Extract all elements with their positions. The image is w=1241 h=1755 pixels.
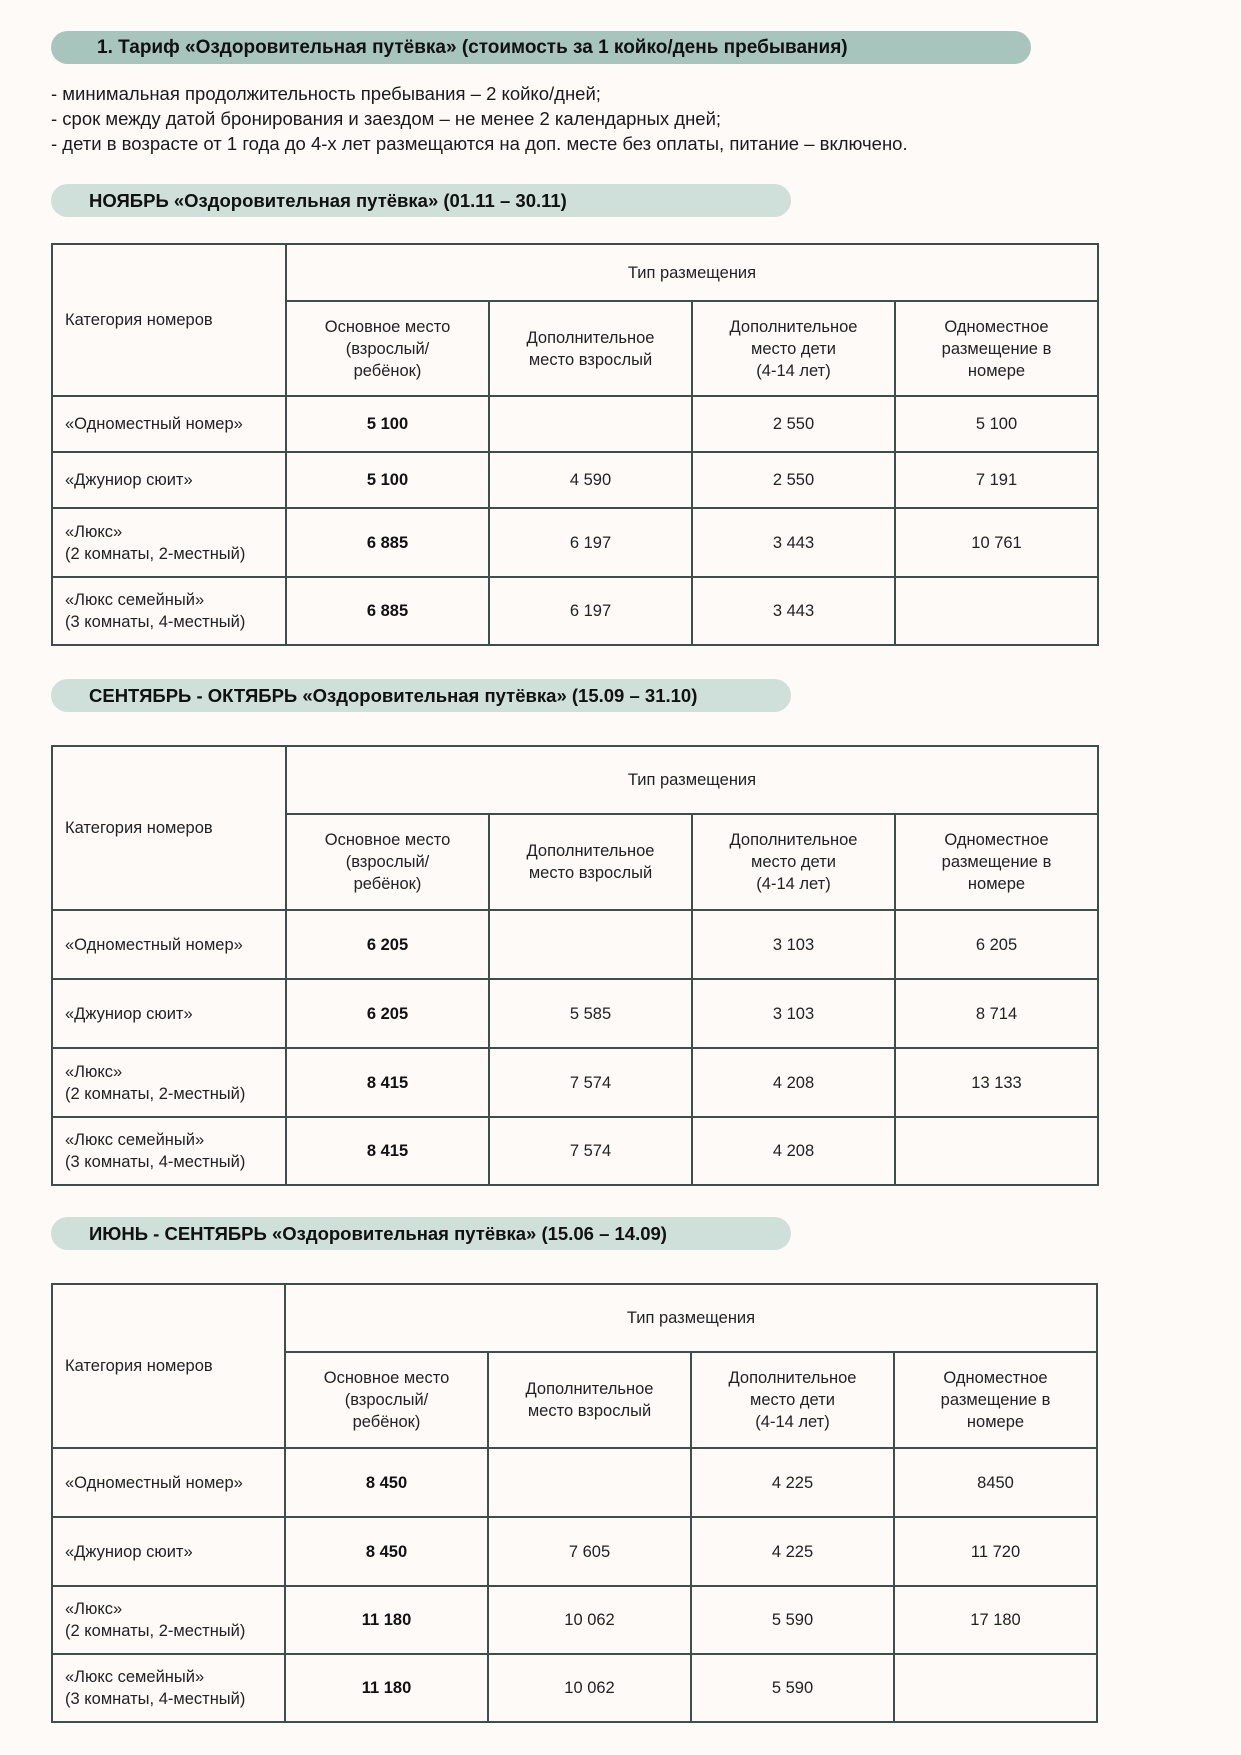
price-extra-adult — [488, 1448, 691, 1517]
tariff-table-september-october — [51, 745, 1099, 1186]
header-extra-adult: Дополнительное место взрослый — [489, 814, 692, 910]
room-category: «Люкс семейный» (3 комнаты, 4-местный) — [52, 1654, 285, 1722]
room-category: «Одноместный номер» — [52, 1448, 285, 1517]
price-main-place: 8 450 — [285, 1448, 488, 1517]
price-extra-adult: 10 062 — [488, 1654, 691, 1722]
header-single: Одноместное размещение в номере — [894, 1352, 1097, 1448]
tariff-table-june-september — [51, 1283, 1098, 1723]
price-extra-adult: 7 605 — [488, 1517, 691, 1586]
table-row — [52, 508, 1098, 577]
header-category: Категория номеров — [52, 244, 286, 396]
price-single: 11 720 — [894, 1517, 1097, 1586]
header-category: Категория номеров — [52, 746, 286, 910]
table-row — [52, 577, 1098, 645]
price-extra-adult: 7 574 — [489, 1048, 692, 1117]
room-category: «Джуниор сюит» — [52, 452, 286, 508]
header-single: Одноместное размещение в номере — [895, 814, 1098, 910]
room-category: «Люкс семейный» (3 комнаты, 4-местный) — [52, 1117, 286, 1185]
price-extra-adult: 6 197 — [489, 577, 692, 645]
header-extra-child: Дополнительное место дети (4-14 лет) — [692, 814, 895, 910]
header-category: Категория номеров — [52, 1284, 285, 1448]
table-row — [52, 910, 1098, 979]
price-single: 13 133 — [895, 1048, 1098, 1117]
price-extra-child: 3 443 — [692, 508, 895, 577]
price-single: 8 714 — [895, 979, 1098, 1048]
table-row — [52, 1654, 1097, 1722]
header-placement-type: Тип размещения — [286, 244, 1098, 301]
price-extra-adult: 10 062 — [488, 1586, 691, 1654]
price-main-place: 5 100 — [286, 452, 489, 508]
main-title-banner — [51, 31, 1031, 64]
price-extra-child: 4 225 — [691, 1448, 894, 1517]
price-single: 10 761 — [895, 508, 1098, 577]
condition-item: - дети в возрасте от 1 года до 4-х лет размещаются на доп. месте без оплаты, питание – включено. — [51, 133, 908, 154]
room-category: «Джуниор сюит» — [52, 979, 286, 1048]
section-title: СЕНТЯБРЬ - ОКТЯБРЬ «Оздоровительная путёвка» (15.09 – 31.10) — [89, 685, 698, 706]
room-category: «Люкс» (2 комнаты, 2-местный) — [52, 1048, 286, 1117]
price-main-place: 6 205 — [286, 910, 489, 979]
header-extra-child: Дополнительное место дети (4-14 лет) — [691, 1352, 894, 1448]
table-row — [52, 1448, 1097, 1517]
price-extra-child: 4 208 — [692, 1117, 895, 1185]
price-extra-adult: 6 197 — [489, 508, 692, 577]
price-main-place: 6 205 — [286, 979, 489, 1048]
table-row — [52, 396, 1098, 452]
section-title-banner-june-september — [51, 1217, 791, 1250]
room-category: «Одноместный номер» — [52, 910, 286, 979]
table-row — [52, 452, 1098, 508]
price-extra-adult — [489, 910, 692, 979]
price-main-place: 5 100 — [286, 396, 489, 452]
section-title-banner-september-october — [51, 679, 791, 712]
price-single: 17 180 — [894, 1586, 1097, 1654]
price-single: 6 205 — [895, 910, 1098, 979]
price-main-place: 8 415 — [286, 1117, 489, 1185]
price-extra-adult — [489, 396, 692, 452]
price-single: 8450 — [894, 1448, 1097, 1517]
table-row — [52, 1117, 1098, 1185]
table-row — [52, 1586, 1097, 1654]
header-single: Одноместное размещение в номере — [895, 301, 1098, 396]
price-extra-child: 3 103 — [692, 979, 895, 1048]
price-single: 5 100 — [895, 396, 1098, 452]
header-extra-child: Дополнительное место дети (4-14 лет) — [692, 301, 895, 396]
price-extra-adult: 7 574 — [489, 1117, 692, 1185]
price-main-place: 6 885 — [286, 508, 489, 577]
table-row — [52, 1048, 1098, 1117]
header-placement-type: Тип размещения — [285, 1284, 1097, 1352]
price-main-place: 8 415 — [286, 1048, 489, 1117]
price-single — [894, 1654, 1097, 1722]
price-extra-child: 4 208 — [692, 1048, 895, 1117]
price-main-place: 8 450 — [285, 1517, 488, 1586]
price-single — [895, 577, 1098, 645]
tariff-table-november — [51, 243, 1099, 646]
room-category: «Джуниор сюит» — [52, 1517, 285, 1586]
price-single — [895, 1117, 1098, 1185]
section-title-banner-november — [51, 184, 791, 217]
header-main-place: Основное место (взрослый/ ребёнок) — [285, 1352, 488, 1448]
price-extra-child: 3 443 — [692, 577, 895, 645]
conditions-list — [51, 81, 1151, 156]
price-main-place: 11 180 — [285, 1586, 488, 1654]
price-extra-child: 5 590 — [691, 1654, 894, 1722]
price-extra-child: 4 225 — [691, 1517, 894, 1586]
section-title: ИЮНЬ - СЕНТЯБРЬ «Оздоровительная путёвка» (15.06 – 14.09) — [89, 1223, 667, 1244]
price-extra-child: 2 550 — [692, 396, 895, 452]
price-extra-child: 5 590 — [691, 1586, 894, 1654]
price-main-place: 6 885 — [286, 577, 489, 645]
room-category: «Люкс» (2 комнаты, 2-местный) — [52, 508, 286, 577]
main-title: 1. Тариф «Оздоровительная путёвка» (стоимость за 1 койко/день пребывания) — [97, 37, 848, 58]
room-category: «Люкс семейный» (3 комнаты, 4-местный) — [52, 577, 286, 645]
header-main-place: Основное место (взрослый/ ребёнок) — [286, 301, 489, 396]
price-extra-child: 2 550 — [692, 452, 895, 508]
price-single: 7 191 — [895, 452, 1098, 508]
condition-item: - срок между датой бронирования и заездом – не менее 2 календарных дней; — [51, 108, 722, 129]
price-extra-adult: 4 590 — [489, 452, 692, 508]
price-extra-child: 3 103 — [692, 910, 895, 979]
price-main-place: 11 180 — [285, 1654, 488, 1722]
condition-item: - минимальная продолжительность пребывания – 2 койко/дней; — [51, 83, 601, 104]
table-row — [52, 979, 1098, 1048]
header-extra-adult: Дополнительное место взрослый — [488, 1352, 691, 1448]
section-title: НОЯБРЬ «Оздоровительная путёвка» (01.11 – 30.11) — [89, 190, 567, 211]
room-category: «Одноместный номер» — [52, 396, 286, 452]
price-extra-adult: 5 585 — [489, 979, 692, 1048]
header-placement-type: Тип размещения — [286, 746, 1098, 814]
room-category: «Люкс» (2 комнаты, 2-местный) — [52, 1586, 285, 1654]
table-row — [52, 1517, 1097, 1586]
header-extra-adult: Дополнительное место взрослый — [489, 301, 692, 396]
header-main-place: Основное место (взрослый/ ребёнок) — [286, 814, 489, 910]
